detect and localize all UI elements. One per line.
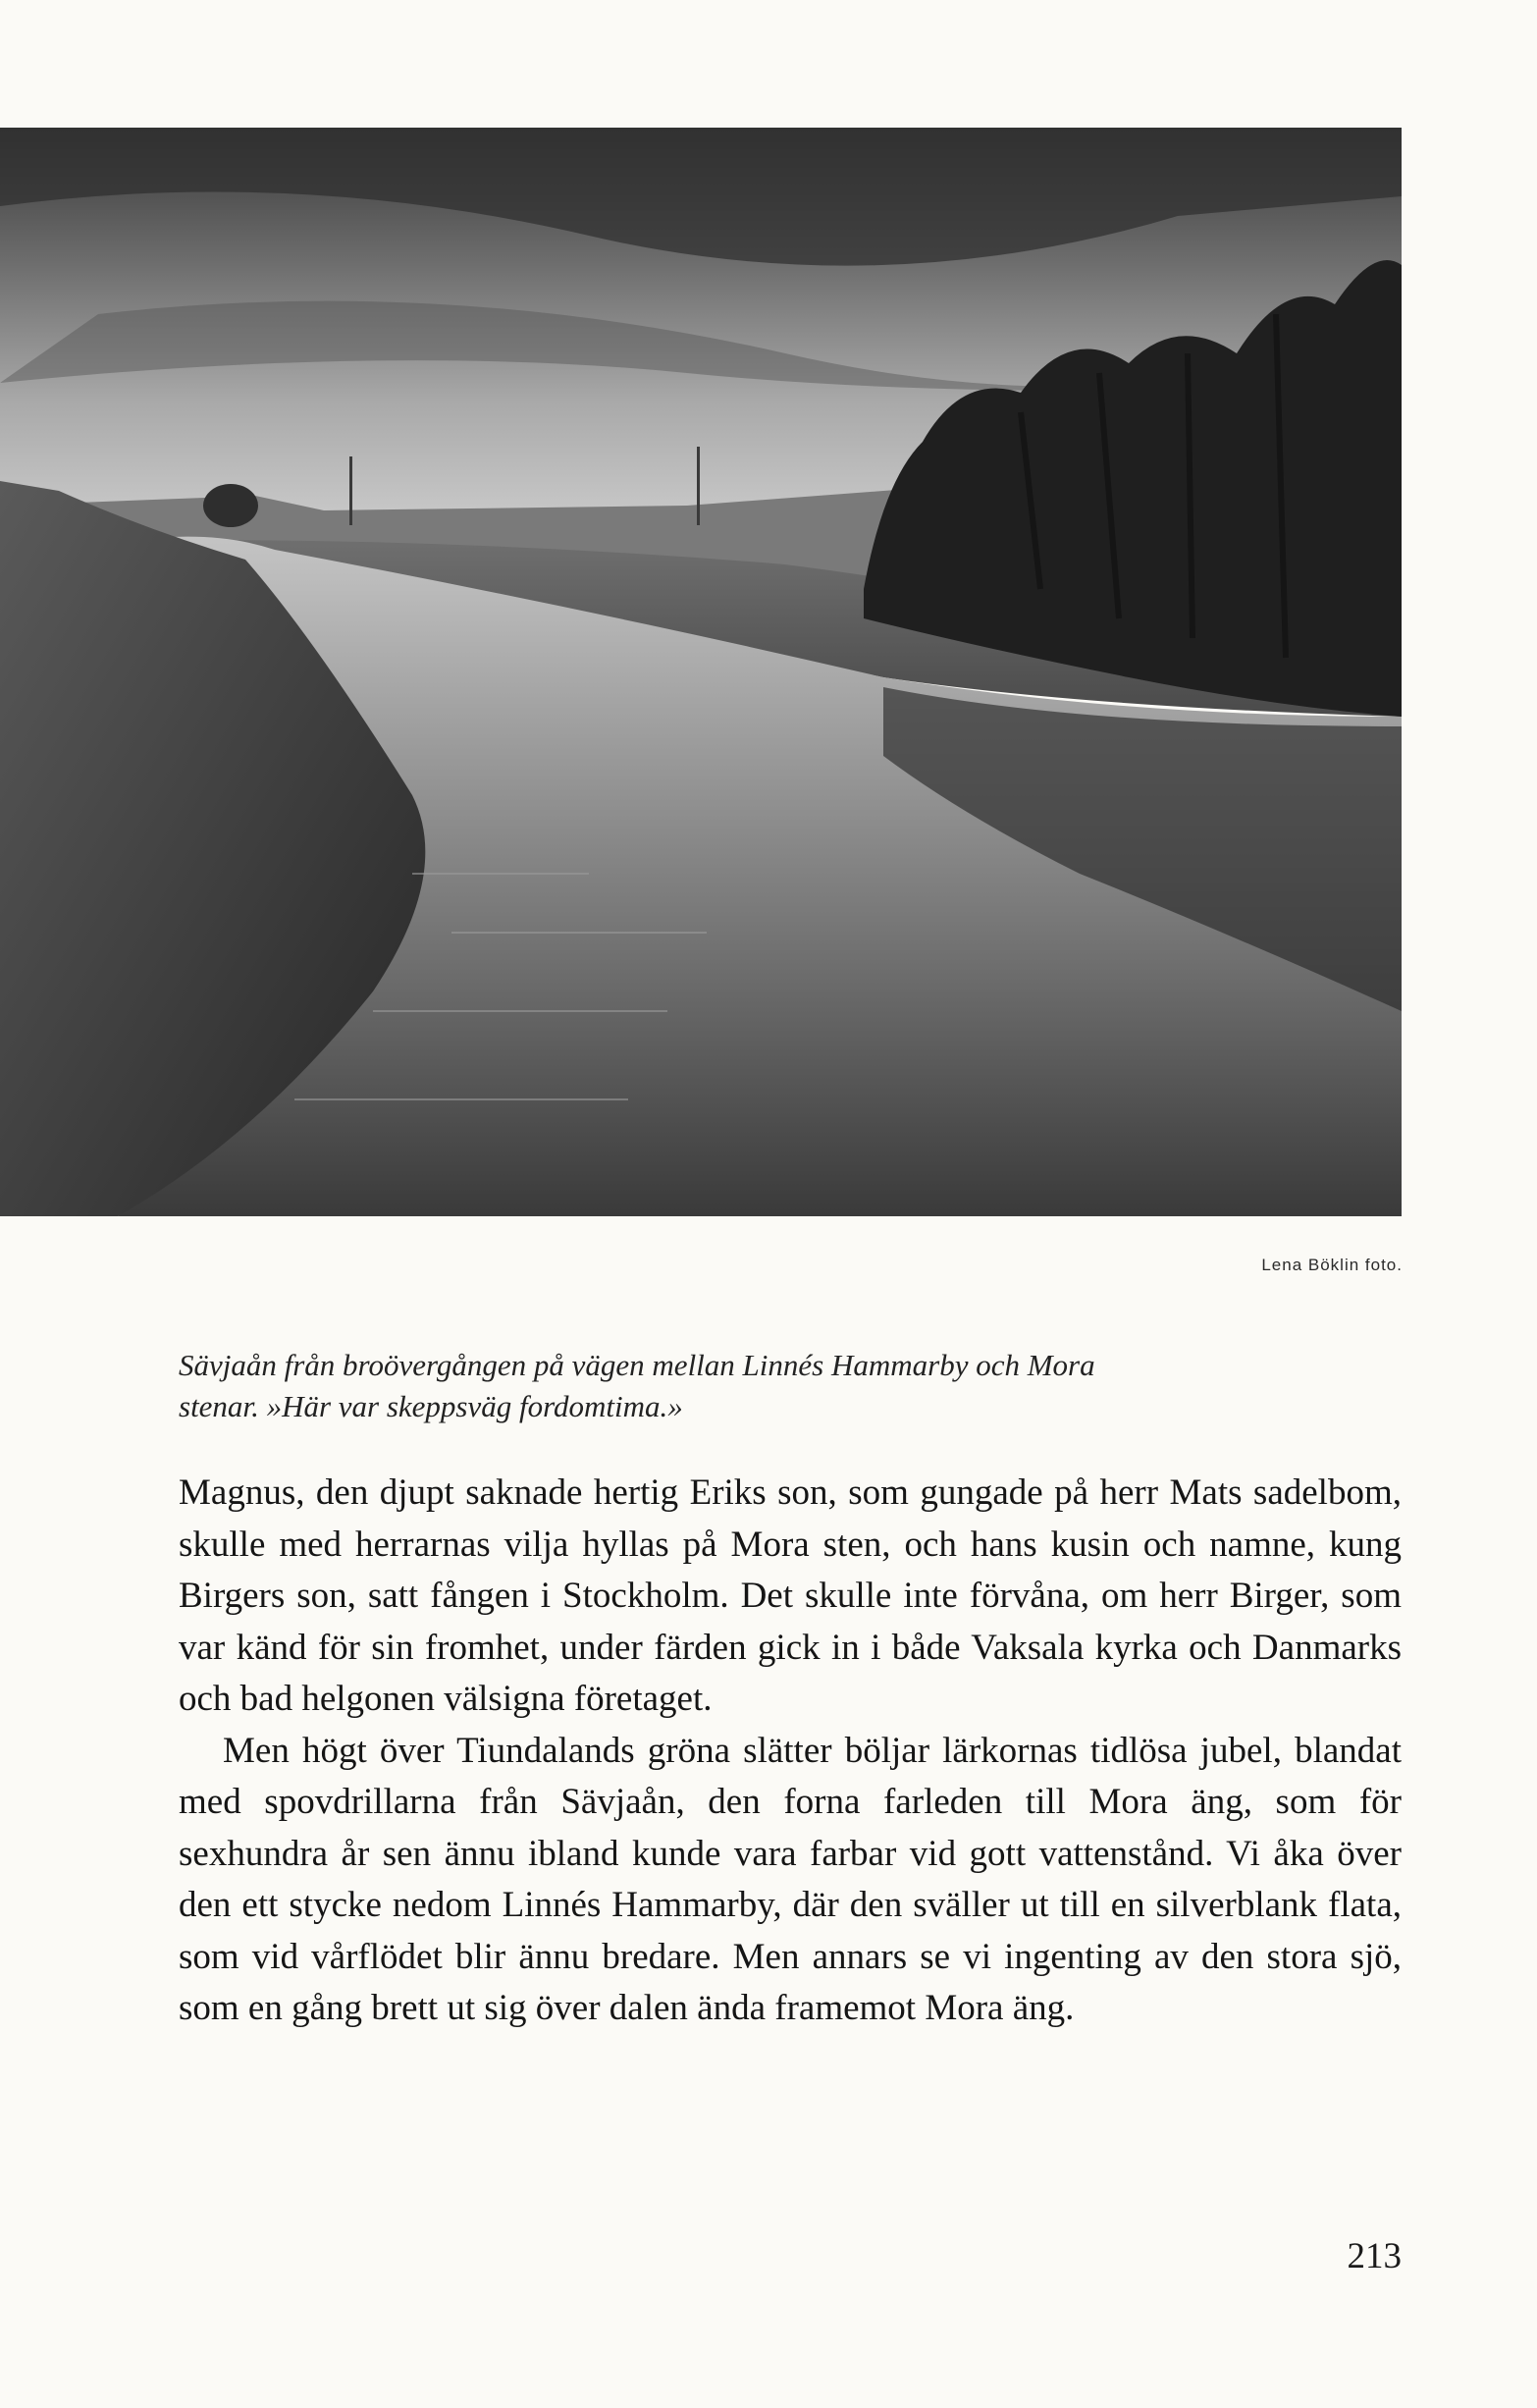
caption-line-2: stenar. »Här var skeppsväg fordomtima.»	[179, 1389, 683, 1423]
page-number: 213	[1347, 2236, 1402, 2276]
photo-caption	[179, 1345, 1405, 1427]
paragraph-1: Magnus, den djupt saknade hertig Eriks son, som gungade på herr Mats sadelbom, skulle med herrarnas vilja hyllas på Mora sten, och hans kusin och namne, kung Birgers son, satt fången i Stockholm. Det skulle inte förvåna, om herr Birger, som var känd för sin fromhet, under färden gick in i både Vaksala kyrka och Danmarks och bad helgonen välsigna företaget.	[179, 1472, 1402, 1719]
photo-credit: Lena Böklin foto.	[1261, 1256, 1403, 1274]
body-text	[179, 1468, 1402, 2035]
caption-line-1: Sävjaån från broövergången på vägen mellan Linnés Hammarby och Mora	[179, 1348, 1095, 1382]
river-landscape-photo	[0, 128, 1402, 1216]
paragraph-2: Men högt över Tiundalands gröna slätter böljar lärkornas tidlösa jubel, blandat med spovdrillarna från Sävjaån, den forna farleden till Mora äng, som för sexhundra år sen ännu ibland kunde vara farbar vid gott vattenstånd. Vi åka över den ett stycke nedom Linnés Hammarby, där den sväller ut till en silverblank flata, som vid vårflödet blir ännu bredare. Men annars se vi ingenting av den stora sjö, som en gång brett ut sig över dalen ända framemot Mora äng.	[179, 1730, 1402, 2028]
